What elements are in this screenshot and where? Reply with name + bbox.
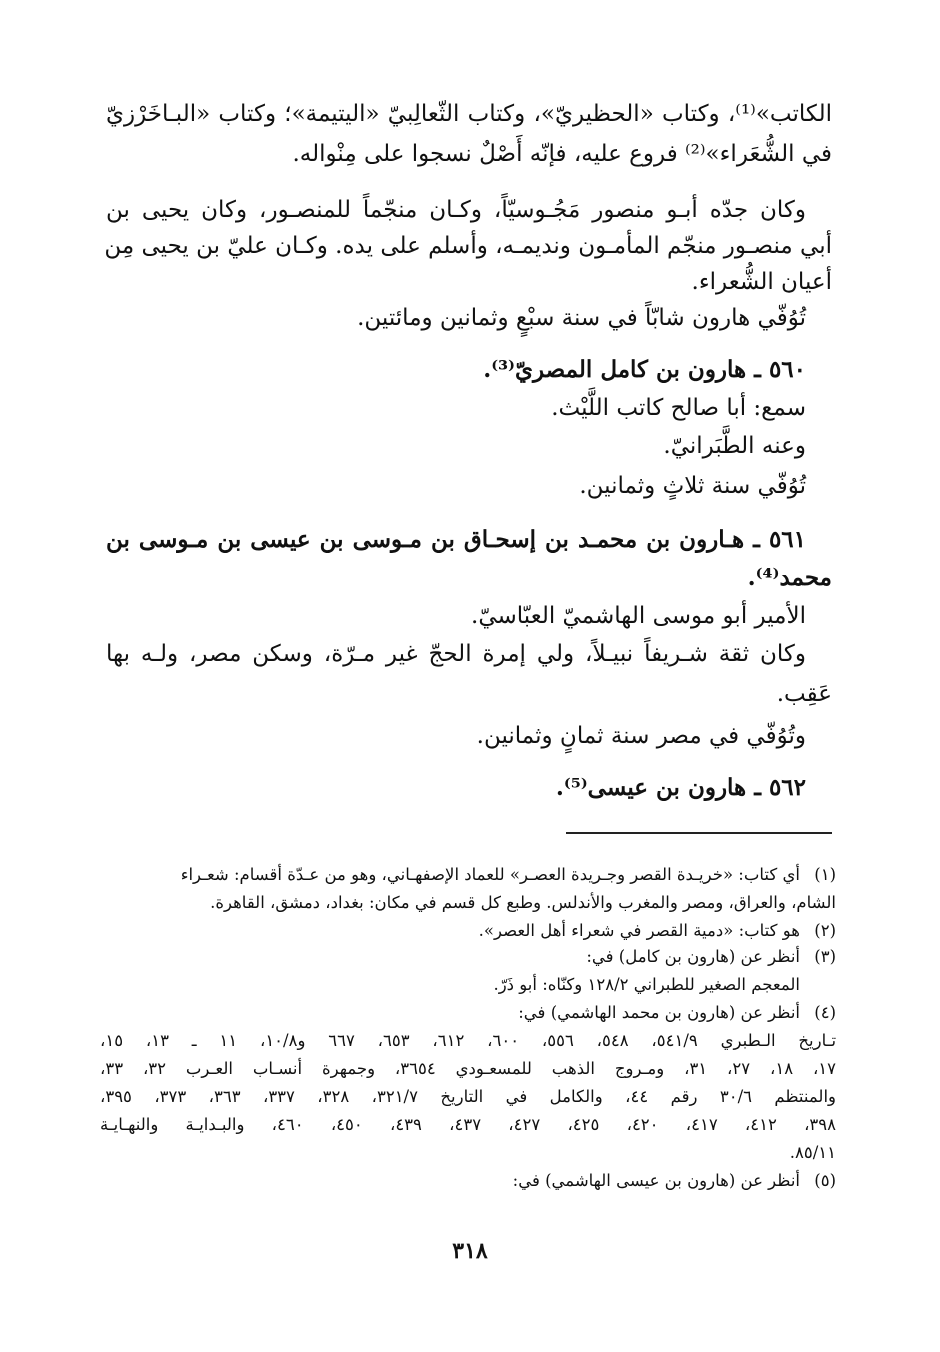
- body-line: الكاتب»⁽¹⁾، وكتاب «الحظيريّ»، وكتاب الثّعالِبيّ «اليتيمة»؛ وكتاب «البـاخَرْزيّ: [106, 101, 832, 127]
- entry-heading: ٥٦٠ ـ هارون بن كامل المصريّ⁽³⁾.: [483, 356, 806, 383]
- footnote-line: المعجم الصغير للطبراني ١٢٨/٢ وكنّاه: أبو ذَرّ.: [493, 975, 800, 994]
- footnote-line: أي كتاب: «خريـدة القصر وجـريدة العصـر» للعماد الإصفهـاني، وهو من عـدّة أقسام: شعـراء: [180, 865, 800, 884]
- footnote-line: أنظر عن (هارون بن عيسى الهاشمي) في:: [512, 1171, 800, 1190]
- entry-heading: ٥٦٢ ـ هارون بن عيسى⁽⁵⁾.: [555, 774, 806, 801]
- footnote-number: (٢): [814, 921, 836, 940]
- body-line: الأمير أبو موسى الهاشميّ العبّاسيّ.: [471, 603, 806, 629]
- footnote-number: (١): [814, 865, 836, 884]
- footnote-line: تـاريخ الـطبري ٥٤١/٩، ٥٤٨، ٥٥٦، ٦٠٠، ٦١٢، ٦٥٣، ٦٦٧ و١٠/٨، ١١ ـ ١٣، ١٥،: [100, 1031, 837, 1050]
- body-line: وعنه الطَّبَرانيّ.: [663, 433, 806, 459]
- body-line: عَقِب.: [776, 681, 832, 707]
- body-line: وتُوُفّي في مصر سنة ثمانٍ وثمانين.: [476, 723, 806, 749]
- footnote-number: (٣): [814, 947, 836, 966]
- body-line: تُوُفّي هارون شابّاً في سنة سبْعٍ وثمانين ومائتين.: [357, 305, 806, 331]
- body-line: أبي منصـور منجّم المأمـون ونديمـه، وأسلم على يده. وكـان عليّ بن يحيى مِن: [104, 233, 832, 259]
- entry-heading: ٥٦١ ـ هـارون بن محمـد بن إسحـاق بن مـوسى بن عيسى بن مـوسى بن: [106, 526, 806, 553]
- footnote-number: (٤): [814, 1003, 836, 1022]
- footnote-line: ٣٩٨، ٤١٢، ٤١٧، ٤٢٠، ٤٢٥، ٤٢٧، ٤٣٧، ٤٣٩، ٤٥٠، ٤٦٠، والبـدايـة والنهـايـة: [100, 1115, 836, 1134]
- footnote-line: ٨٥/١١.: [789, 1143, 836, 1162]
- entry-heading: محمد⁽⁴⁾.: [747, 564, 832, 591]
- footnote-line: أنظر عن (هارون بن محمد الهاشمي) في:: [518, 1003, 800, 1022]
- body-line: سمع: أبا صالح كاتب اللَّيْث.: [551, 395, 806, 421]
- footnote-line: هو كتاب: «دمية القصر في شعراء أهل العصر».: [478, 921, 800, 940]
- body-line: وكان جدّه أبـو منصور مَجُـوسيّاً، وكـان منجّماً للمنصـور، وكان يحيى بن: [106, 197, 806, 223]
- body-line: تُوُفّي سنة ثلاثٍ وثمانين.: [579, 473, 806, 499]
- page-number: ٣١٨: [452, 1238, 488, 1264]
- footnote-number: (٥): [814, 1171, 836, 1190]
- footnote-separator: [566, 832, 832, 834]
- body-line: أعيان الشُّعراء.: [691, 269, 832, 295]
- footnote-line: الشام، والعراق، ومصر والمغرب والأندلس. وطبع كل قسم في مكان: بغداد، دمشق، القاهرة.: [210, 893, 836, 912]
- body-line: وكان ثقة شـريفاً نبيـلاً، ولي إمرة الحجّ غير مـرّة، وسكن مصر، ولـه بها: [106, 641, 806, 667]
- footnote-line: أنظر عن (هارون بن كامل) في:: [586, 947, 800, 966]
- body-line: في الشُّعَراء»⁽²⁾ فروع عليه، فإنّه أَصْلٌ نسجوا على مِنْواله.: [292, 141, 832, 167]
- footnote-line: والمنتظم ٣٠/٦ رقم ٤٤، والكامل في التاريخ ٣٢١/٧، ٣٢٨، ٣٣٧، ٣٦٣، ٣٧٣، ٣٩٥،: [100, 1087, 836, 1106]
- footnote-line: ١٧، ١٨، ٢٧، ٣١، ومـروج الذهب للمسعـودي ٣٦٥٤، وجمهرة أنسـاب العـرب ٣٢، ٣٣،: [100, 1059, 837, 1078]
